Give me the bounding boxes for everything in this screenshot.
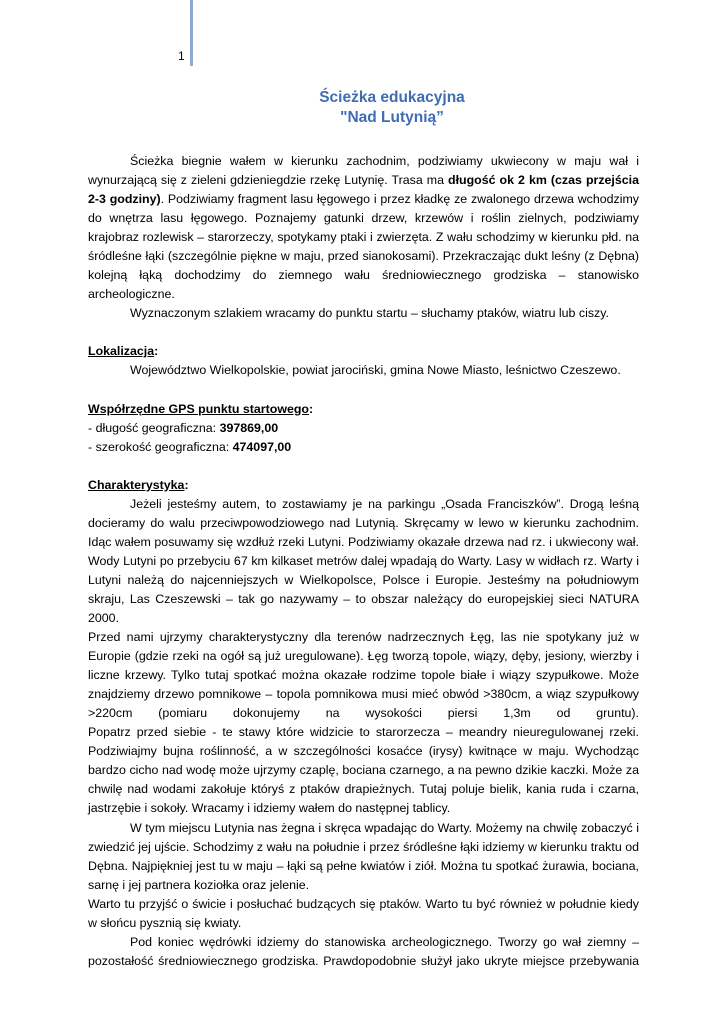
gps-latitude: - szerokość geograficzna: 474097,00	[88, 439, 292, 454]
gps-heading: Współrzędne GPS punktu startowego:	[88, 401, 314, 416]
location-heading: Lokalizacja:	[88, 344, 159, 359]
intro-paragraph-2: Wyznaczonym szlakiem wracamy do punktu startu – słuchamy ptaków, wiatru lub ciszy.	[130, 306, 609, 321]
gps-latitude-value: 474097,00	[232, 439, 292, 454]
location-text: Województwo Wielkopolskie, powiat jarociński, gmina Nowe Miasto, leśnictwo Czeszewo.	[130, 363, 621, 378]
page-margin-marker	[190, 0, 193, 66]
characteristics-paragraph-4: W tym miejscu Lutynia nas żegna i skręca wpadając do Warty. Możemy na chwilę zobaczyć i zwiedzić jej ujście. Schodzimy z wału na południe i przez śródleśne łąki idziemy w kierunku traktu od Dębna. Najpiękniej jest tu w maju – łąki są pełne kwiatów i ziół. Można tu spotkać żurawia, bociana, sarnę i jej partnera koziołka oraz jelenie.	[88, 820, 639, 892]
route-length-bold: długość ok 2 km (czas przejścia 2-3 godziny)	[88, 173, 639, 207]
characteristics-paragraph-3: Popatrz przed siebie - te stawy które widzicie to starorzecza – meandry nieuregulowanej rzeki. Podziwiajmy bujna roślinność, a w szczególności kosaćce (irysy) kwitnące w maju. Wychodząc bardzo cicho nad wodę może ujrzymy czaplę, bociana czarnego, a na pewno dzikie kaczki. Może za chwilę nad wodami zakołuje któryś z ptaków drapieżnych. Tutaj poluje bielik, kania ruda i czarna, jastrzębie i sokoły. Wracamy i idziemy wałem do następnej tablicy.	[88, 725, 639, 816]
characteristics-paragraph-5: Warto tu przyjść o świcie i posłuchać budzących się ptaków. Warto tu być również w południe kiedy w słońcu pysznią się kwiaty.	[88, 896, 639, 930]
title-line-2: "Nad Lutynią”	[340, 109, 444, 126]
title-line-1: Ścieżka edukacyjna	[319, 89, 465, 106]
gps-longitude-value: 397869,00	[219, 420, 279, 435]
document-title	[0, 88, 724, 128]
characteristics-heading: Charakterystyka:	[88, 477, 189, 492]
gps-longitude: - długość geograficzna: 397869,00	[88, 420, 279, 435]
intro-paragraph: Ścieżka biegnie wałem w kierunku zachodnim, podziwiamy ukwiecony w maju wał i wynurzającą się z zieleni gdzieniegdzie rzekę Lutynię. Trasa ma długość ok 2 km (czas przejścia 2-3 godziny). Podziwiamy fragment lasu łęgowego i przez kładkę ze zwalonego drzewa wchodzimy do wnętrza lasu łęgowego. Poznajemy gatunki drzew, krzewów i roślin zielnych, podziwiamy krajobraz rozlewisk – starorzeczy, spotykamy ptaki i zwierzęta. Z wału schodzimy w kierunku płd. na śródleśne łąki (szczególnie piękne w maju, przed sianokosami). Przekraczając dukt leśny (z Dębna) kolejną łąką dochodzimy do ziemnego wału średniowiecznego grodziska – stanowisko archeologiczne.	[88, 154, 640, 302]
characteristics-paragraph-2: Przed nami ujrzymy charakterystyczny dla terenów nadrzecznych Łęg, las nie spotykany już w Europie (gdzie rzeki na ogół są już uregulowane). Łęg tworzą topole, wiązy, dęby, jesiony, wierzby i liczne krzewy. Tylko tutaj spotkać można okazałe rodzime topole białe i wiązy szypułkowe. Może znajdziemy drzewo pomnikowe – topola pomnikowa musi mieć obwód >380cm, a wiąz szypułkowy >220cm (pomiaru dokonujemy na wysokości piersi 1,3m od gruntu).	[88, 630, 639, 721]
characteristics-paragraph-1: Jeżeli jesteśmy autem, to zostawiamy je na parkingu „Osada Franciszków”. Drogą leśną docieramy do walu przeciwpowodziowego nad Lutynią. Skręcamy w lewo w kierunku zachodnim. Idąc wałem posuwamy się wzdłuż rzeki Lutyni. Podziwiamy okazałe drzewa nad rz. i ukwiecony wał. Wody Lutyni po przebyciu 67 km kilkaset metrów dalej wpadają do Warty. Lasy w widłach rz. Warty i Lutyni należą do najcenniejszych w Wielkopolsce, Polsce i Europie. Jesteśmy na południowym skraju, Las Czeszewski – tak go nazywamy – to obszar należący do europejskiej sieci NATURA 2000.	[88, 496, 639, 625]
document-body	[88, 152, 639, 971]
characteristics-paragraph-6: Pod koniec wędrówki idziemy do stanowiska archeologicznego. Tworzy go wał ziemny – pozostałość średniowiecznego grodziska. Prawdopodobnie służył jako ukryte miejsce przebywania	[88, 934, 639, 968]
page-number: 1	[178, 49, 185, 63]
